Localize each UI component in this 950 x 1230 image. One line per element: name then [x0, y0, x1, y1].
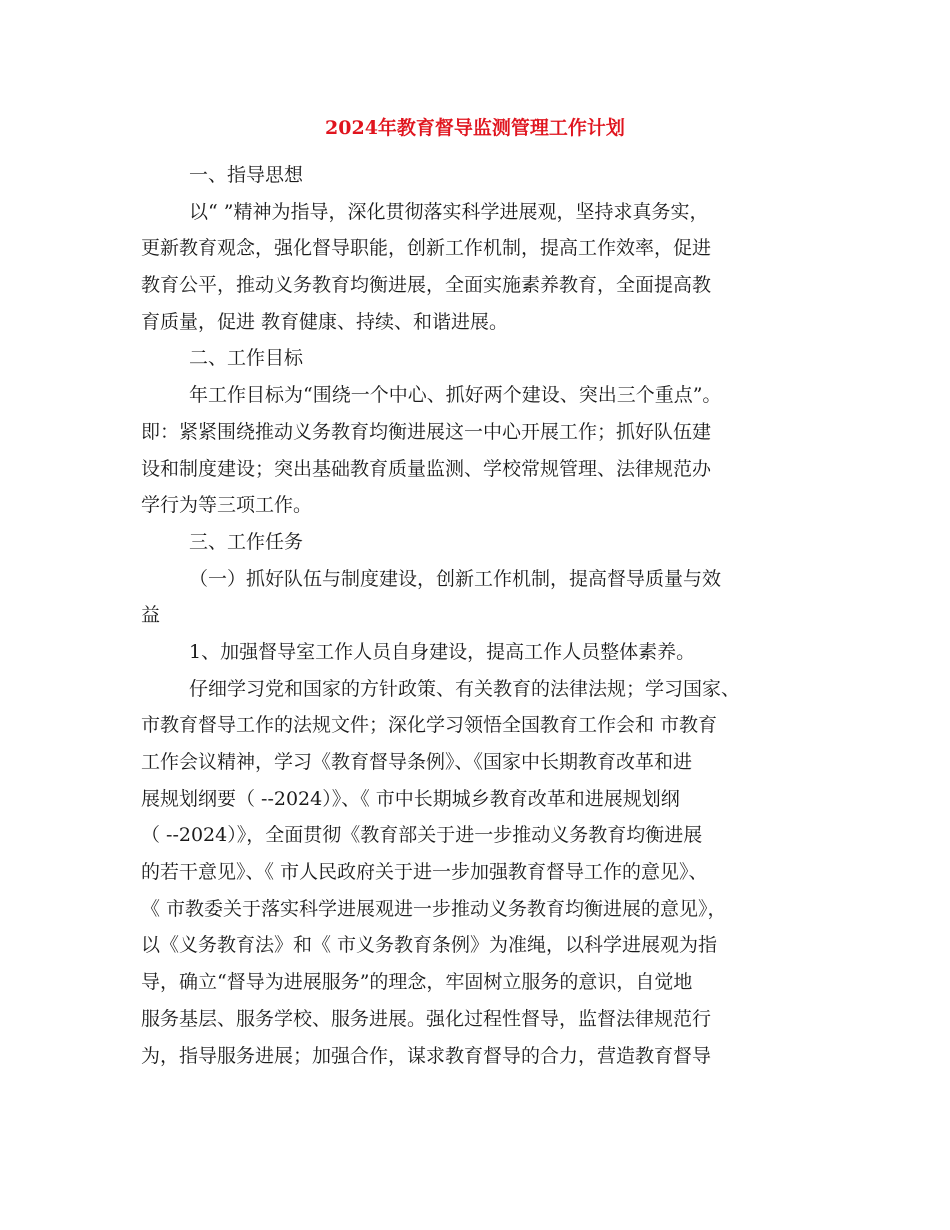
document-title: 2024年教育督导监测管理工作计划: [325, 117, 625, 139]
document-body: [141, 157, 801, 1074]
paragraph-line: 1、加强督导室工作人员自身建设，提高工作人员整体素养。: [189, 640, 696, 663]
paragraph-line: 以《义务教育法》和《 市义务教育条例》为准绳，以科学进展观为指: [141, 934, 718, 957]
paragraph-line: 导，确立“督导为进展服务”的理念，牢固树立服务的意识，自觉地: [141, 971, 693, 994]
paragraph-line: 工作会议精神，学习《教育督导条例》、《国家中长期教育改革和进: [141, 751, 693, 773]
paragraph-line: 服务基层、服务学校、服务进展。强化过程性督导，监督法律规范行: [141, 1007, 712, 1030]
paragraph-line: 即：紧紧围绕推动义务教育均衡进展这一中心开展工作；抓好队伍建: [141, 420, 712, 443]
paragraph-line: 为，指导服务进展；加强合作，谋求教育督导的合力，营造教育督导: [141, 1044, 712, 1067]
paragraph-line: 育质量，促进 教育健康、持续、和谐进展。: [141, 310, 509, 333]
paragraph-line: 学行为等三项工作。: [141, 494, 313, 517]
paragraph-line: 市教育督导工作的法规文件；深化学习领悟全国教育工作会和 市教育: [141, 714, 718, 737]
paragraph-line: 设和制度建设；突出基础教育质量监测、学校常规管理、法律规范办: [141, 457, 712, 480]
paragraph-line: （ --2024）》，全面贯彻《教育部关于进一步推动义务教育均衡进展: [141, 824, 703, 847]
paragraph-line: 年工作目标为“围绕一个中心、抓好两个建设、突出三个重点”。: [189, 384, 722, 407]
paragraph-line: 展规划纲要（ --2024）》、《 市中长期城乡教育改革和进展规划纲: [141, 787, 680, 810]
paragraph-line: 的若干意见》、《 市人民政府关于进一步加强教育督导工作的意见》、: [141, 861, 708, 884]
paragraph-line: 《 市教委关于落实科学进展观进一步推动义务教育均衡进展的意见》，: [141, 897, 727, 920]
paragraph-line: （一）抓好队伍与制度建设，创新工作机制，提高督导质量与效: [189, 567, 722, 590]
paragraph-line: 更新教育观念，强化督导职能，创新工作机制，提高工作效率，促进: [141, 237, 712, 260]
paragraph-line: 教育公平，推动义务教育均衡进展，全面实施素养教育，全面提高教: [141, 274, 712, 297]
paragraph-line: 以“ ”精神为指导，深化贯彻落实科学进展观，坚持求真务实，: [189, 200, 709, 223]
paragraph-line: 三、工作任务: [189, 530, 304, 553]
paragraph-line: 益: [141, 604, 161, 627]
paragraph-line: 二、工作目标: [189, 347, 304, 370]
paragraph-line: 仔细学习党和国家的方针政策、有关教育的法律法规；学习国家、: [189, 677, 741, 700]
paragraph-line: 一、指导思想: [189, 164, 304, 186]
